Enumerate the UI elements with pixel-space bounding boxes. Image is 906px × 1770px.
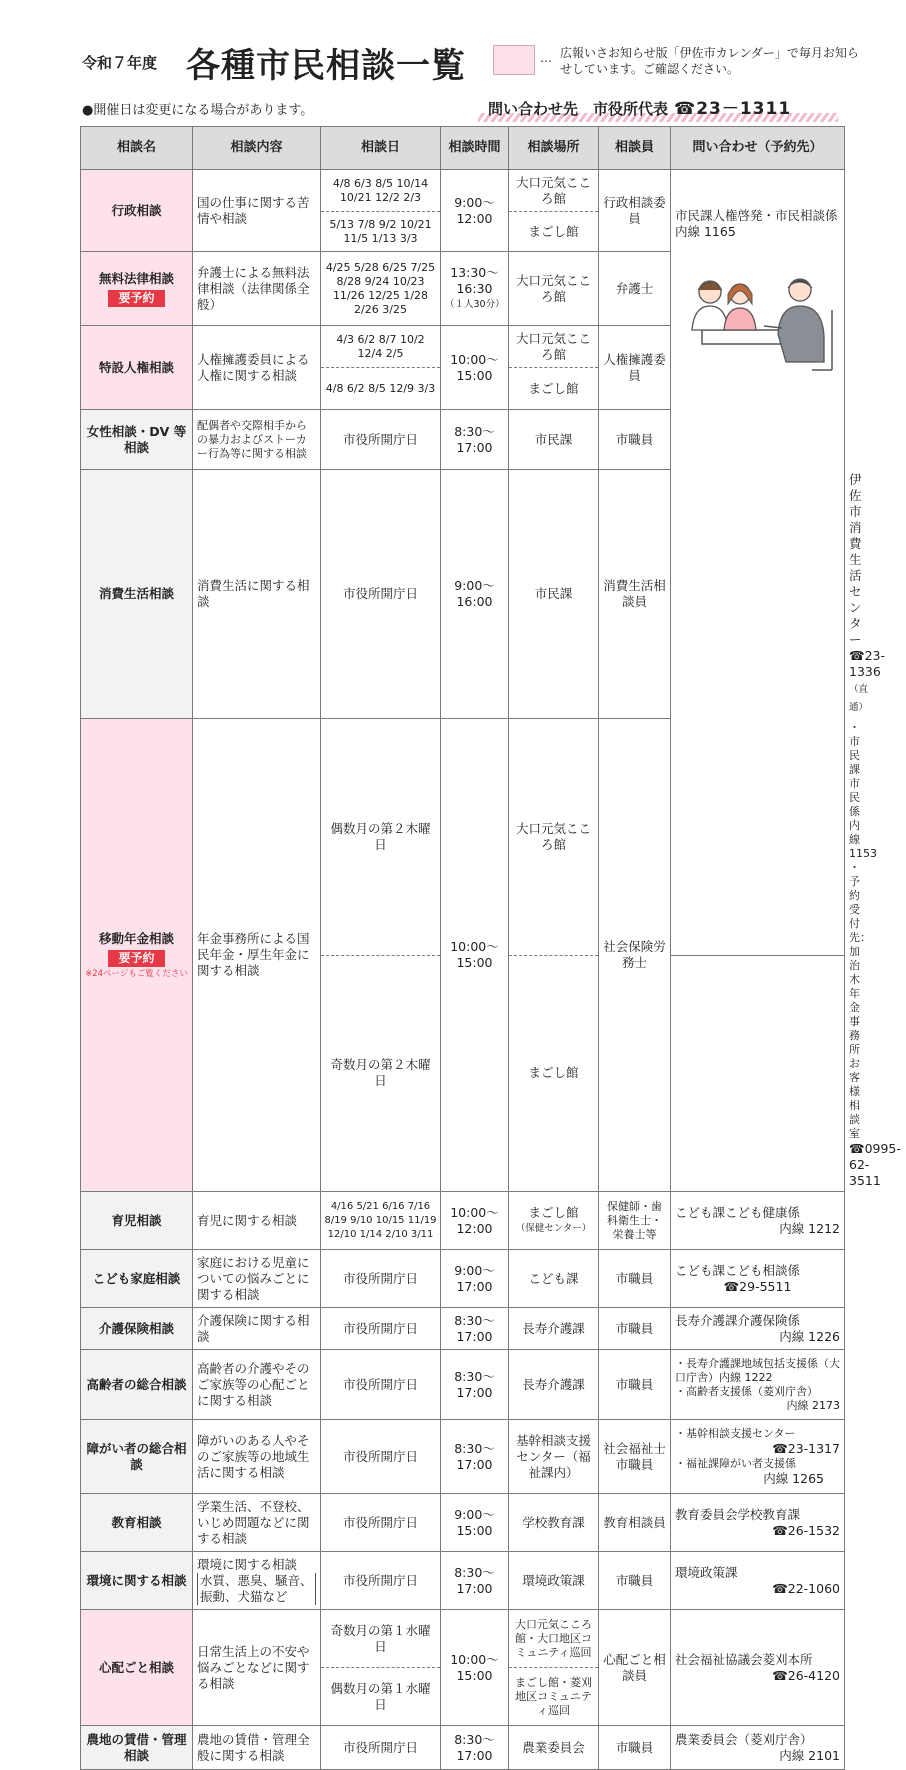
consult-dates: 市役所開庁日 <box>321 1350 441 1420</box>
contact-ext: 内線 1226 <box>779 1328 840 1344</box>
column-header: 相談名 <box>81 127 193 170</box>
consult-content: 人権擁護委員による人権に関する相談 <box>193 326 321 410</box>
column-header: 相談日 <box>321 127 441 170</box>
consult-contact <box>671 1350 845 1420</box>
consult-name: 環境に関する相談 <box>81 1552 193 1610</box>
phone-number: ☎26-4120 <box>772 1667 840 1683</box>
table-header-row <box>81 127 845 170</box>
consult-time: 10:00～15:00 <box>441 1610 509 1726</box>
consult-place: まごし館・菱刈地区コミュニティ巡回 <box>509 1668 599 1726</box>
phone-number: ☎26-1532 <box>772 1522 840 1538</box>
consult-staff: 保健師・歯科衛生士・栄養士等 <box>599 1192 671 1250</box>
consult-place: 市民課 <box>509 410 599 470</box>
consult-dates: 4/16 5/21 6/16 7/16 8/19 9/10 10/15 11/19 12/10 1/14 2/10 3/11 <box>321 1192 441 1250</box>
consult-contact <box>671 1250 845 1308</box>
consult-name-text: 移動年金相談 <box>98 930 174 946</box>
consult-name: 行政相談 <box>81 170 193 252</box>
page-title: 各種市民相談一覧 <box>186 46 466 86</box>
consult-content: 弁護士による無料法律相談（法律関係全般） <box>193 252 321 326</box>
consult-place: 大口元気こころ館・大口地区コミュニティ巡回 <box>509 1610 599 1668</box>
consult-place: こども課 <box>509 1250 599 1308</box>
time-text: 13:30～16:30 <box>450 264 499 296</box>
consult-place: 大口元気こころ館 <box>509 170 599 212</box>
consult-place <box>509 1192 599 1250</box>
phone-number: ☎23-1336 <box>849 648 885 679</box>
table-row <box>81 1308 845 1350</box>
consult-name: 障がい者の総合相談 <box>81 1420 193 1494</box>
consult-content: 障がいのある人やそのご家族等の地域生活に関する相談 <box>193 1420 321 1494</box>
column-header: 相談時間 <box>441 127 509 170</box>
phone-number: ☎23-1317 <box>772 1440 840 1456</box>
contact-tel: ☎23－1311 <box>674 99 792 119</box>
consult-content: 国の仕事に関する苦情や相談 <box>193 170 321 252</box>
table-row <box>81 1552 845 1610</box>
consult-dates: 奇数月の第１水曜日 <box>321 1610 441 1668</box>
consult-name <box>81 252 193 326</box>
consult-staff: 社会福祉士市職員 <box>599 1420 671 1494</box>
legend-text: 広報いさお知らせ版「伊佐市カレンダー」で毎月お知らせしています。ご確認ください。 <box>560 46 859 76</box>
consult-time: 8:30～17:00 <box>441 1420 509 1494</box>
consult-time: 8:30～17:00 <box>441 410 509 470</box>
consult-time: 8:30～17:00 <box>441 1552 509 1610</box>
consult-time: 8:30～17:00 <box>441 1308 509 1350</box>
column-header: 相談内容 <box>193 127 321 170</box>
reservation-badge: 要予約 <box>108 290 164 307</box>
contact-ext: 内線 1265 <box>763 1470 824 1486</box>
consult-content: 高齢者の介護やそのご家族等の心配ごとに関する相談 <box>193 1350 321 1420</box>
consult-name-text: 無料法律相談 <box>98 270 174 286</box>
contact-dept: こども課こども相談係 <box>675 1262 801 1278</box>
consult-place: 環境政策課 <box>509 1552 599 1610</box>
consult-dates: 市役所開庁日 <box>321 1494 441 1552</box>
consult-staff: 市職員 <box>599 1250 671 1308</box>
consult-name: 消費生活相談 <box>81 470 193 719</box>
consult-dates: 4/8 6/2 8/5 12/9 3/3 <box>321 368 441 410</box>
consult-staff: 市職員 <box>599 1350 671 1420</box>
consult-time: 9:00～17:00 <box>441 1250 509 1308</box>
contact-line: ・高齢者支援係（菱刈庁舎） <box>675 1384 818 1398</box>
table-row <box>81 1192 845 1250</box>
legend-pink-swatch <box>493 45 535 75</box>
consult-contact <box>671 1494 845 1552</box>
consult-place: 大口元気こころ館 <box>509 326 599 368</box>
consult-dates: 4/3 6/2 8/7 10/2 12/4 2/5 <box>321 326 441 368</box>
consult-name: 介護保険相談 <box>81 1308 193 1350</box>
phone-number: ☎29-5511 <box>723 1278 792 1294</box>
consult-content <box>193 1552 321 1610</box>
consult-content: 配偶者や交際相手からの暴力およびストーカー行為等に関する相談 <box>193 410 321 470</box>
table-row <box>81 1726 845 1770</box>
contact-info <box>488 94 791 119</box>
consult-place: 農業委員会 <box>509 1726 599 1770</box>
contact-dept: 環境政策課 <box>675 1564 738 1580</box>
phone-number: ☎22-1060 <box>772 1580 840 1596</box>
consult-time: 10:00～15:00 <box>441 326 509 410</box>
consult-dates: 5/13 7/8 9/2 10/21 11/5 1/13 3/3 <box>321 212 441 252</box>
consult-staff: 人権擁護委員 <box>599 326 671 410</box>
contact-dept: こども課こども健康係 <box>675 1204 801 1220</box>
consult-dates: 市役所開庁日 <box>321 1420 441 1494</box>
page-reference-note: ※24ページもご覧ください <box>85 968 188 979</box>
consult-content: 家庭における児童についての悩みごとに関する相談 <box>193 1250 321 1308</box>
consult-staff: 行政相談委員 <box>599 170 671 252</box>
contact-line: ・基幹相談支援センター <box>675 1426 796 1440</box>
consult-contact <box>671 1610 845 1726</box>
consult-place: 長寿介護課 <box>509 1308 599 1350</box>
consult-name: 育児相談 <box>81 1192 193 1250</box>
reservation-badge: 要予約 <box>108 950 164 967</box>
consult-staff: 市職員 <box>599 1552 671 1610</box>
consult-dates: 4/25 5/28 6/25 7/25 8/28 9/24 10/23 11/26 12/25 1/28 2/26 3/25 <box>321 252 441 326</box>
consultation-people-illustration <box>682 270 840 380</box>
consult-contact <box>671 1420 845 1494</box>
consult-staff: 社会保険労務士 <box>599 719 671 1192</box>
contact-dept: 市民課人権啓発・市民相談係 <box>675 208 838 223</box>
table-row: 移動年金相談 要予約 ※24ページもご覧ください 年金事務所による国民年金・厚生年金に関する相談 偶数月の第２木曜日 10:00～15:00 大口元気こころ館 社会保険労務士 ・市民課市民係 内線 1153 ・予約受付先：加治木年金事務所お客様相談室 ☎0995-62-3511 <box>81 719 845 956</box>
consult-staff: 心配ごと相談員 <box>599 1610 671 1726</box>
consult-place: 長寿介護課 <box>509 1350 599 1420</box>
consult-time: 10:00～15:00 <box>441 719 509 1192</box>
consult-content: 介護保険に関する相談 <box>193 1308 321 1350</box>
consult-name: 女性相談・DV 等相談 <box>81 410 193 470</box>
consult-content: 消費生活に関する相談 <box>193 470 321 719</box>
contact-dept: 長寿介護課介護保険係 <box>675 1312 801 1328</box>
consult-name: 特設人権相談 <box>81 326 193 410</box>
consult-time: 9:00～12:00 <box>441 170 509 252</box>
consult-name: 教育相談 <box>81 1494 193 1552</box>
consult-time: 8:30～17:00 <box>441 1726 509 1770</box>
contact-ext: 内線 1212 <box>779 1220 840 1236</box>
table-row <box>81 1494 845 1552</box>
legend-dots: … <box>540 51 552 65</box>
consult-staff: 市職員 <box>599 1308 671 1350</box>
consult-time: 9:00～16:00 <box>441 470 509 719</box>
consult-place: 市民課 <box>509 470 599 719</box>
consult-dates: 偶数月の第２木曜日 <box>321 719 441 956</box>
consult-dates: 市役所開庁日 <box>321 1308 441 1350</box>
fiscal-year: 令和７年度 <box>82 54 158 72</box>
column-header: 相談員 <box>599 127 671 170</box>
table-row <box>81 1250 845 1308</box>
consult-name: 高齢者の総合相談 <box>81 1350 193 1420</box>
consult-name: 心配ごと相談 <box>81 1610 193 1726</box>
consult-time: 9:00～15:00 <box>441 1494 509 1552</box>
content-examples: 水質、悪臭、騒音、振動、犬猫など <box>197 1573 316 1605</box>
consult-name: こども家庭相談 <box>81 1250 193 1308</box>
consult-dates: 市役所開庁日 <box>321 410 441 470</box>
table-row <box>81 1610 845 1668</box>
contact-ext: 内線 1165 <box>675 224 736 239</box>
contact-ext: 内線 2173 <box>786 1398 840 1412</box>
contact-dept: 教育委員会学校教育課 <box>675 1506 801 1522</box>
place-text: まごし館 <box>528 1204 579 1220</box>
consult-place: 学校教育課 <box>509 1494 599 1552</box>
contact-dept: 社会福祉協議会菱刈本所 <box>675 1651 813 1667</box>
consult-dates: 4/8 6/3 8/5 10/14 10/21 12/2 2/3 <box>321 170 441 212</box>
column-header: 問い合わせ（予約先） <box>671 127 845 170</box>
consult-staff: 教育相談員 <box>599 1494 671 1552</box>
consult-content: 農地の賃借・管理全般に関する相談 <box>193 1726 321 1770</box>
tel-note: （直通） <box>849 684 869 713</box>
consult-name <box>81 719 193 1192</box>
consult-time: 10:00～12:00 <box>441 1192 509 1250</box>
consult-time: 8:30～17:00 <box>441 1350 509 1420</box>
place-note: （保健センター） <box>515 1222 592 1234</box>
column-header: 相談場所 <box>509 127 599 170</box>
contact-dept: 農業委員会（菱刈庁舎） <box>675 1731 813 1747</box>
consult-place: 基幹相談支援センター（福祉課内） <box>509 1420 599 1494</box>
content-text: 環境に関する相談 <box>197 1556 298 1572</box>
consult-content: 日常生活上の不安や悩みごとなどに関する相談 <box>193 1610 321 1726</box>
consult-place: まごし館 <box>509 368 599 410</box>
contact-line: ・福祉課障がい者支援係 <box>675 1456 796 1470</box>
consult-dates: 市役所開庁日 <box>321 1552 441 1610</box>
consult-staff: 消費生活相談員 <box>599 470 671 719</box>
consult-name: 農地の賃借・管理相談 <box>81 1726 193 1770</box>
consult-dates: 市役所開庁日 <box>321 470 441 719</box>
time-note: （１人30分） <box>445 298 505 310</box>
schedule-notice: ●開催日は変更になる場合があります。 <box>82 103 314 118</box>
table-row <box>81 1420 845 1494</box>
consult-staff: 市職員 <box>599 410 671 470</box>
table-row <box>81 170 845 212</box>
consult-place: 大口元気こころ館 <box>509 252 599 326</box>
consult-contact <box>671 1726 845 1770</box>
consult-dates: 偶数月の第１水曜日 <box>321 1668 441 1726</box>
consult-time <box>441 252 509 326</box>
table-row: 消費生活相談 消費生活に関する相談 市役所開庁日 9:00～16:00 市民課 消費生活相談員 伊佐市消費生活センター ☎23-1336（直通） <box>81 470 845 719</box>
consult-content: 育児に関する相談 <box>193 1192 321 1250</box>
contact-ext: 内線 2101 <box>779 1747 840 1763</box>
consult-content: 年金事務所による国民年金・厚生年金に関する相談 <box>193 719 321 1192</box>
consult-place: まごし館 <box>509 212 599 252</box>
consult-place: 大口元気こころ館 <box>509 719 599 956</box>
consult-staff: 市職員 <box>599 1726 671 1770</box>
contact-label: 問い合わせ先 市役所代表 <box>488 100 669 118</box>
table-row <box>81 1350 845 1420</box>
consult-dates: 市役所開庁日 <box>321 1250 441 1308</box>
consult-contact <box>671 1308 845 1350</box>
consult-staff: 弁護士 <box>599 252 671 326</box>
consult-dates: 奇数月の第２木曜日 <box>321 955 441 1192</box>
consult-dates: 市役所開庁日 <box>321 1726 441 1770</box>
contact-line: ・長寿介護課地域包括支援係（大口庁舎）内線 1222 <box>675 1356 840 1384</box>
consult-place: まごし館 <box>509 955 599 1192</box>
consult-content: 学業生活、不登校、いじめ問題などに関する相談 <box>193 1494 321 1552</box>
consult-contact <box>671 1552 845 1610</box>
consult-contact <box>671 1192 845 1250</box>
